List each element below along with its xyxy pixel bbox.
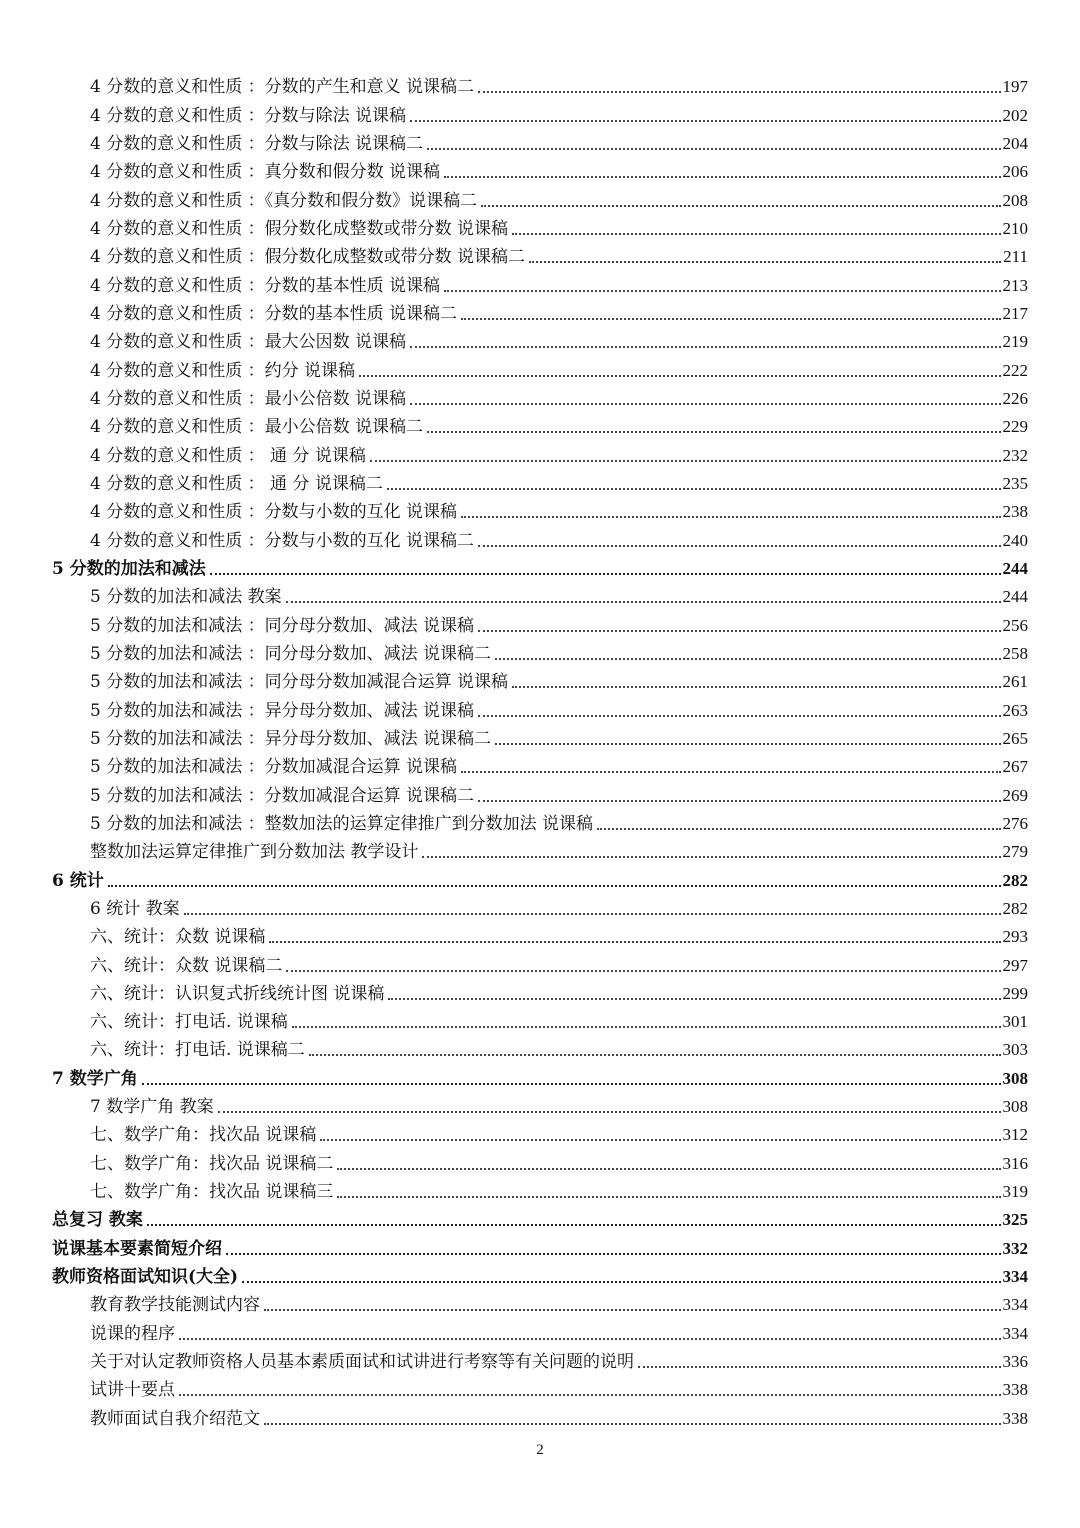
toc-entry-title: 教育教学技能测试内容 — [90, 1295, 260, 1316]
toc-dot-leader — [388, 998, 1000, 1000]
toc-entry-page: 325 — [1002, 1210, 1028, 1230]
toc-entry-title: 5 分数的加法和减法 ：同分母分数加、减法 说课稿 — [90, 615, 475, 636]
table-of-contents — [52, 70, 1028, 1430]
toc-entry-title: 5 分数的加法和减法 ：同分母分数加减混合运算 说课稿 — [90, 672, 509, 693]
toc-entry[interactable] — [52, 977, 1028, 1005]
toc-entry-page: 282 — [1002, 870, 1028, 890]
toc-entry-page: 297 — [1002, 955, 1028, 975]
toc-entry-title: 4 分数的意义和性质 ：最小公倍数 说课稿 — [90, 388, 407, 409]
toc-entry-page: 211 — [1003, 247, 1028, 267]
toc-entry-page: 235 — [1002, 473, 1028, 493]
toc-entry[interactable] — [52, 892, 1028, 920]
toc-entry-title: 4 分数的意义和性质 ：分数的基本性质 说课稿 — [90, 275, 441, 296]
toc-entry[interactable] — [52, 1090, 1028, 1118]
toc-entry-title: 六、统计：众数 说课稿 — [90, 927, 266, 948]
toc-entry-title: 4 分数的意义和性质 ：真分数和假分数 说课稿 — [90, 162, 441, 183]
toc-entry-page: 202 — [1002, 105, 1028, 125]
toc-entry-page: 261 — [1002, 672, 1028, 692]
toc-entry[interactable] — [52, 920, 1028, 948]
toc-dot-leader — [512, 686, 1000, 688]
toc-dot-leader — [242, 1281, 1000, 1283]
toc-entry-page: 334 — [1002, 1323, 1028, 1343]
toc-entry-page: 197 — [1002, 77, 1028, 97]
toc-entry-page: 238 — [1002, 502, 1028, 522]
toc-entry-page: 244 — [1002, 587, 1028, 607]
toc-dot-leader — [226, 1253, 1001, 1255]
toc-entry-page: 312 — [1002, 1125, 1028, 1145]
toc-entry-page: 303 — [1002, 1040, 1028, 1060]
toc-entry-title: 七、数学广角：找次品 说课稿三 — [90, 1182, 334, 1203]
toc-entry-title: 4 分数的意义和性质 ：分数与除法 说课稿二 — [90, 133, 424, 154]
toc-entry-page: 308 — [1002, 1068, 1028, 1088]
toc-entry[interactable] — [52, 410, 1028, 438]
toc-dot-leader — [410, 120, 1000, 122]
toc-entry[interactable] — [52, 948, 1028, 976]
toc-entry[interactable] — [52, 353, 1028, 381]
toc-entry[interactable] — [52, 637, 1028, 665]
toc-entry-page: 319 — [1002, 1182, 1028, 1202]
toc-entry-title: 说课基本要素简短介绍 — [52, 1238, 222, 1259]
toc-dot-leader — [179, 1394, 1001, 1396]
toc-dot-leader — [478, 91, 1000, 93]
toc-section-heading[interactable] — [52, 1061, 1028, 1089]
toc-entry-page: 210 — [1002, 218, 1028, 238]
toc-entry[interactable] — [52, 693, 1028, 721]
toc-entry-page: 226 — [1002, 388, 1028, 408]
toc-entry[interactable] — [52, 580, 1028, 608]
toc-entry[interactable] — [52, 1175, 1028, 1203]
toc-entry[interactable] — [52, 268, 1028, 296]
toc-dot-leader — [444, 176, 1000, 178]
toc-entry[interactable] — [52, 523, 1028, 551]
toc-entry-title: 4 分数的意义和性质 ：分数的产生和意义 说课稿二 — [90, 77, 475, 98]
toc-entry[interactable] — [52, 297, 1028, 325]
toc-dot-leader — [444, 290, 1000, 292]
toc-entry[interactable] — [52, 1033, 1028, 1061]
toc-dot-leader — [337, 1168, 1000, 1170]
toc-entry-page: 208 — [1002, 190, 1028, 210]
toc-entry-page: 334 — [1002, 1295, 1028, 1315]
toc-dot-leader — [461, 516, 1000, 518]
toc-entry-title: 总复习 教案 — [52, 1210, 143, 1231]
toc-entry-title: 5 分数的加法和减法 ：分数加减混合运算 说课稿 — [90, 757, 458, 778]
toc-entry-title: 4 分数的意义和性质 ：约分 说课稿 — [90, 360, 356, 381]
toc-dot-leader — [286, 970, 1000, 972]
toc-dot-leader — [147, 1224, 1001, 1226]
toc-entry-title: 4 分数的意义和性质 ：假分数化成整数或带分数 说课稿二 — [90, 247, 526, 268]
toc-entry-page: 267 — [1002, 757, 1028, 777]
toc-entry-page: 258 — [1002, 643, 1028, 663]
toc-entry-page: 299 — [1002, 983, 1028, 1003]
toc-entry[interactable] — [52, 382, 1028, 410]
toc-dot-leader — [108, 885, 1001, 887]
toc-entry[interactable] — [52, 438, 1028, 466]
toc-entry-page: 265 — [1002, 728, 1028, 748]
toc-entry-title: 六、统计：打电话. 说课稿二 — [90, 1040, 305, 1061]
toc-dot-leader — [422, 856, 1000, 858]
toc-entry-page: 293 — [1002, 927, 1028, 947]
toc-entry-title: 5 分数的加法和减法 ：同分母分数加、减法 说课稿二 — [90, 643, 492, 664]
toc-entry-page: 232 — [1002, 445, 1028, 465]
toc-entry-page: 263 — [1002, 700, 1028, 720]
toc-entry[interactable] — [52, 240, 1028, 268]
toc-entry-page: 338 — [1002, 1408, 1028, 1428]
toc-entry[interactable] — [52, 1373, 1028, 1401]
toc-dot-leader — [269, 941, 1000, 943]
toc-dot-leader — [264, 1423, 1001, 1425]
toc-dot-leader — [292, 1026, 1001, 1028]
toc-entry[interactable] — [52, 1316, 1028, 1344]
toc-entry-title: 5 分数的加法和减法 — [52, 558, 206, 579]
toc-dot-leader — [529, 261, 1001, 263]
toc-dot-leader — [495, 658, 1000, 660]
toc-entry-title: 6 统计 — [52, 870, 104, 891]
toc-entry-page: 276 — [1002, 813, 1028, 833]
toc-entry[interactable] — [52, 778, 1028, 806]
toc-entry[interactable] — [52, 1146, 1028, 1174]
toc-entry-title: 4 分数的意义和性质 ：《真分数和假分数》说课稿二 — [90, 190, 478, 211]
toc-entry-page: 213 — [1002, 275, 1028, 295]
toc-entry[interactable] — [52, 750, 1028, 778]
toc-entry-page: 308 — [1002, 1097, 1028, 1117]
toc-dot-leader — [427, 431, 1000, 433]
toc-entry[interactable] — [52, 807, 1028, 835]
toc-entry-title: 5 分数的加法和减法 ：整数加法的运算定律推广到分数加法 说课稿 — [90, 813, 594, 834]
toc-dot-leader — [410, 346, 1000, 348]
toc-entry-page: 219 — [1002, 332, 1028, 352]
toc-entry-title: 试讲十要点 — [90, 1380, 175, 1401]
toc-entry-page: 332 — [1002, 1238, 1028, 1258]
toc-dot-leader — [478, 545, 1000, 547]
toc-entry-title: 4 分数的意义和性质 ：分数与小数的互化 说课稿二 — [90, 530, 475, 551]
toc-entry-title: 七、数学广角：找次品 说课稿 — [90, 1125, 317, 1146]
toc-dot-leader — [461, 318, 1000, 320]
toc-dot-leader — [427, 148, 1000, 150]
toc-dot-leader — [597, 828, 1000, 830]
toc-dot-leader — [410, 403, 1000, 405]
toc-entry-title: 4 分数的意义和性质 ：分数与小数的互化 说课稿 — [90, 502, 458, 523]
toc-dot-leader — [478, 630, 1000, 632]
toc-entry-title: 六、统计：打电话. 说课稿 — [90, 1012, 288, 1033]
toc-entry[interactable] — [52, 608, 1028, 636]
page-number: 2 — [536, 1442, 544, 1458]
toc-dot-leader — [512, 233, 1000, 235]
toc-entry-title: 4 分数的意义和性质 ：最小公倍数 说课稿二 — [90, 417, 424, 438]
toc-dot-leader — [478, 800, 1000, 802]
toc-entry-page: 282 — [1002, 898, 1028, 918]
toc-entry-page: 240 — [1002, 530, 1028, 550]
toc-entry-page: 336 — [1002, 1352, 1028, 1372]
toc-entry-title: 5 分数的加法和减法 ：分数加减混合运算 说课稿二 — [90, 785, 475, 806]
toc-entry-title: 4 分数的意义和性质 ： 通 分 说课稿 — [90, 445, 366, 466]
toc-entry[interactable] — [52, 1288, 1028, 1316]
toc-entry[interactable] — [52, 835, 1028, 863]
toc-entry-title: 4 分数的意义和性质 ：分数与除法 说课稿 — [90, 105, 407, 126]
toc-entry[interactable] — [52, 1345, 1028, 1373]
toc-entry-page: 316 — [1002, 1153, 1028, 1173]
toc-entry-page: 204 — [1002, 133, 1028, 153]
toc-entry-title: 4 分数的意义和性质 ： 通 分 说课稿二 — [90, 473, 383, 494]
toc-entry-page: 334 — [1002, 1267, 1028, 1287]
toc-entry-page: 217 — [1002, 303, 1028, 323]
toc-entry-title: 5 分数的加法和减法 ：异分母分数加、减法 说课稿 — [90, 700, 475, 721]
toc-entry[interactable] — [52, 70, 1028, 98]
toc-entry[interactable] — [52, 1005, 1028, 1033]
toc-entry[interactable] — [52, 665, 1028, 693]
toc-entry-title: 4 分数的意义和性质 ：分数的基本性质 说课稿二 — [90, 303, 458, 324]
toc-dot-leader — [309, 1054, 1001, 1056]
toc-entry-title: 六、统计：众数 说课稿二 — [90, 955, 283, 976]
toc-entry-title: 4 分数的意义和性质 ：假分数化成整数或带分数 说课稿 — [90, 218, 509, 239]
toc-entry[interactable] — [52, 127, 1028, 155]
toc-dot-leader — [286, 601, 1001, 603]
toc-dot-leader — [142, 1083, 1001, 1085]
toc-section-heading[interactable] — [52, 552, 1028, 580]
toc-entry-title: 说课的程序 — [90, 1323, 175, 1344]
toc-entry-title: 整数加法运算定律推广到分数加法 教学设计 — [90, 842, 419, 863]
toc-entry-title: 5 分数的加法和减法 教案 — [90, 587, 282, 608]
toc-entry-page: 222 — [1002, 360, 1028, 380]
toc-entry-title: 教师资格面试知识(大全) — [52, 1267, 239, 1288]
toc-dot-leader — [481, 205, 1000, 207]
toc-dot-leader — [210, 573, 1001, 575]
toc-entry-title: 六、统计：认识复式折线统计图 说课稿 — [90, 983, 385, 1004]
toc-entry-page: 244 — [1002, 558, 1028, 578]
toc-entry[interactable] — [52, 1401, 1028, 1429]
toc-entry[interactable] — [52, 98, 1028, 126]
toc-entry-title: 5 分数的加法和减法 ：异分母分数加、减法 说课稿二 — [90, 728, 492, 749]
toc-entry[interactable] — [52, 183, 1028, 211]
toc-dot-leader — [478, 715, 1000, 717]
toc-entry-page: 229 — [1002, 417, 1028, 437]
toc-entry-title: 7 数学广角 教案 — [90, 1097, 214, 1118]
toc-dot-leader — [264, 1309, 1001, 1311]
toc-entry[interactable] — [52, 325, 1028, 353]
toc-dot-leader — [184, 913, 1001, 915]
toc-entry-title: 教师面试自我介绍范文 — [90, 1408, 260, 1429]
toc-dot-leader — [337, 1196, 1000, 1198]
toc-entry-page: 206 — [1002, 162, 1028, 182]
toc-dot-leader — [495, 743, 1000, 745]
toc-entry-page: 279 — [1002, 842, 1028, 862]
toc-dot-leader — [359, 375, 1000, 377]
toc-entry-title: 七、数学广角：找次品 说课稿二 — [90, 1153, 334, 1174]
toc-dot-leader — [638, 1366, 1001, 1368]
toc-entry-page: 269 — [1002, 785, 1028, 805]
toc-entry[interactable] — [52, 722, 1028, 750]
toc-entry-page: 338 — [1002, 1380, 1028, 1400]
toc-entry[interactable] — [52, 467, 1028, 495]
toc-section-heading[interactable] — [52, 1203, 1028, 1231]
toc-entry-title: 关于对认定教师资格人员基本素质面试和试讲进行考察等有关问题的说明 — [90, 1352, 634, 1373]
toc-section-heading[interactable] — [52, 863, 1028, 891]
toc-dot-leader — [179, 1338, 1001, 1340]
toc-section-heading[interactable] — [52, 1231, 1028, 1259]
toc-entry-title: 6 统计 教案 — [90, 898, 180, 919]
toc-dot-leader — [320, 1139, 1000, 1141]
toc-entry[interactable] — [52, 212, 1028, 240]
toc-entry[interactable] — [52, 495, 1028, 523]
toc-dot-leader — [218, 1111, 1001, 1113]
toc-entry-page: 256 — [1002, 615, 1028, 635]
toc-entry-title: 4 分数的意义和性质 ：最大公因数 说课稿 — [90, 332, 407, 353]
toc-entry-page: 301 — [1002, 1012, 1028, 1032]
toc-entry[interactable] — [52, 1118, 1028, 1146]
toc-dot-leader — [461, 771, 1000, 773]
toc-section-heading[interactable] — [52, 1260, 1028, 1288]
toc-entry-title: 7 数学广角 — [52, 1068, 138, 1089]
toc-dot-leader — [370, 460, 1001, 462]
toc-entry[interactable] — [52, 155, 1028, 183]
toc-dot-leader — [387, 488, 1001, 490]
